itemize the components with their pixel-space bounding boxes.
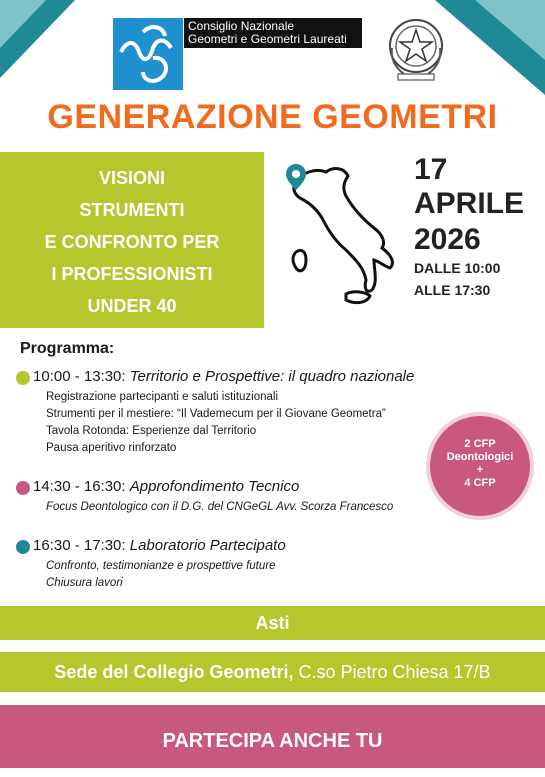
city-banner: Asti [0, 606, 545, 640]
venue-name: Sede del Collegio Geometri, [54, 662, 294, 682]
slot-time: 16:30 - 17:30: [33, 537, 126, 554]
event-month: APRILE [414, 187, 525, 220]
cfp-badge [430, 416, 530, 516]
cfp-line: Deontologici [446, 451, 514, 463]
slot-items [46, 389, 386, 457]
org-name-line1: Consiglio Nazionale [188, 19, 295, 33]
program-heading: Programma: [20, 340, 115, 357]
theme-line: UNDER 40 [87, 296, 177, 316]
program-slot [33, 537, 286, 554]
slot-bullet-icon [16, 540, 30, 554]
event-title: GENERAZIONE GEOMETRI [47, 98, 498, 136]
cfp-line: 2 CFP [464, 438, 496, 450]
theme-line: VISIONI [98, 168, 165, 188]
slot-bullet-icon [16, 371, 30, 385]
slot-items [46, 558, 276, 592]
program-slot [33, 368, 414, 385]
corner-decoration-right-light [475, 0, 545, 60]
slot-item: Strumenti per il mestiere: “Il Vademecum per il Giovane Geometra” [46, 408, 386, 420]
venue-address: C.so Pietro Chiesa 17/B [293, 662, 491, 682]
cfp-line: + [476, 464, 484, 476]
slot-time: 14:30 - 16:30: [33, 478, 126, 495]
event-day: 17 [414, 153, 448, 186]
program-slot [33, 478, 299, 495]
corner-decoration-left-light [0, 0, 46, 48]
slot-title: Territorio e Prospettive: il quadro nazionale [129, 368, 415, 385]
theme-line: E CONFRONTO PER [44, 232, 220, 252]
theme-line: STRUMENTI [79, 200, 185, 220]
event-year: 2026 [414, 223, 481, 256]
slot-time: 10:00 - 13:30: [33, 368, 126, 385]
cfp-line: 4 CFP [464, 477, 496, 489]
theme-line: I PROFESSIONISTI [51, 264, 213, 284]
org-name [184, 18, 362, 48]
slot-item: Tavola Rotonda: Esperienze dal Territorio [46, 425, 257, 437]
slot-item: Confronto, testimonianze e prospettive future [46, 560, 276, 572]
venue-banner [0, 652, 545, 692]
themes-box [0, 152, 264, 328]
slot-item: Focus Deontologico con il D.G. del CNGeGL Avv. Scorza Francesco [46, 501, 394, 513]
slot-item: Registrazione partecipanti e saluti istituzionali [46, 391, 279, 403]
slot-item: Pausa aperitivo rinforzato [46, 442, 177, 454]
cng-logo [113, 18, 183, 90]
slot-title: Laboratorio Partecipato [129, 537, 286, 554]
slot-title: Approfondimento Tecnico [129, 478, 300, 495]
slot-bullet-icon [16, 481, 30, 495]
italy-map-icon [282, 158, 404, 310]
participate-banner[interactable]: PARTECIPA ANCHE TU [0, 705, 545, 768]
org-name-line2: Geometri e Geometri Laureati [188, 32, 347, 46]
italian-republic-emblem [384, 14, 448, 84]
slot-items [46, 499, 393, 516]
event-start-time: DALLE 10:00 [414, 260, 501, 276]
event-end-time: ALLE 17:30 [414, 282, 491, 298]
slot-item: Chiusura lavori [46, 577, 123, 589]
